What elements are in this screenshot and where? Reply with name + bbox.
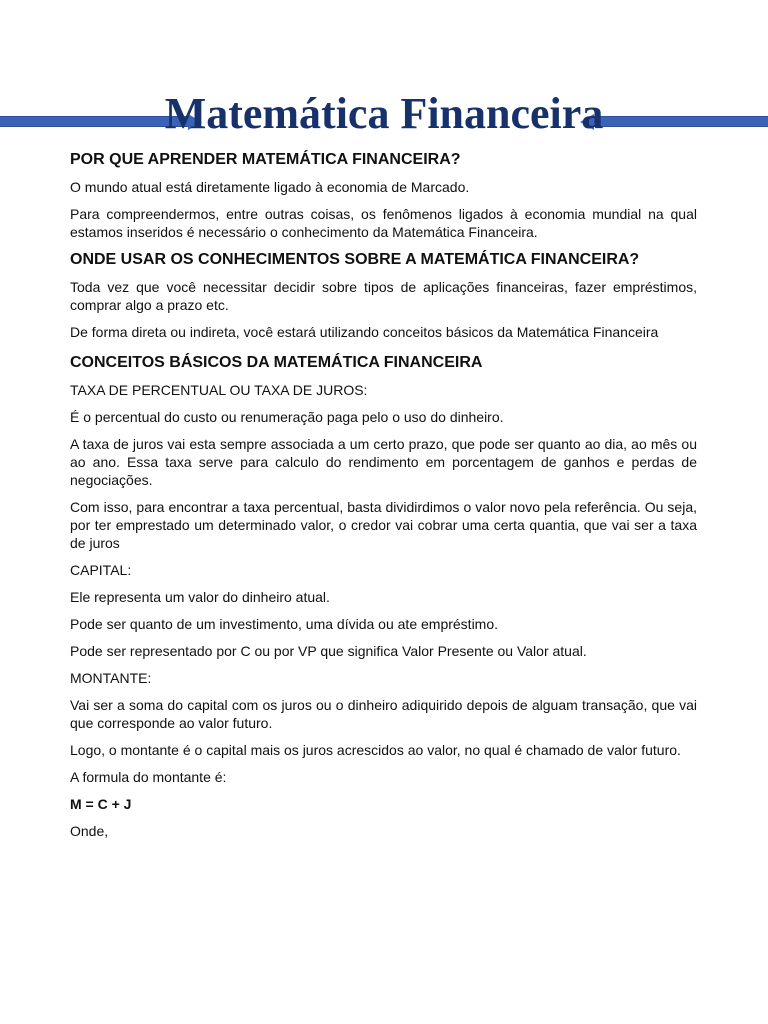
paragraph: É o percentual do custo ou renumeração paga pelo o uso do dinheiro. [70, 409, 504, 425]
subheading-interest-rate: TAXA DE PERCENTUAL OU TAXA DE JUROS: [70, 382, 368, 398]
section-heading-where-use: ONDE USAR OS CONHECIMENTOS SOBRE A MATEMÁTICA FINANCEIRA? [70, 251, 640, 268]
paragraph: Ele representa um valor do dinheiro atual. [70, 589, 330, 605]
paragraph: Pode ser representado por C ou por VP que significa Valor Presente ou Valor atual. [70, 643, 587, 659]
formula: M = C + J [70, 796, 132, 812]
paragraph: Vai ser a soma do capital com os juros ou o dinheiro adiquirido depois de alguam transação, que vai que corresponde ao valor futuro. [70, 697, 697, 731]
section-heading-basic-concepts: CONCEITOS BÁSICOS DA MATEMÁTICA FINANCEIRA [70, 354, 483, 371]
paragraph: Para compreendermos, entre outras coisas, os fenômenos ligados à economia mundial na qual estamos inseridos é necessário o conhecimento da Matemática Financeira. [70, 206, 697, 240]
paragraph: A taxa de juros vai esta sempre associada a um certo prazo, que pode ser quanto ao dia, ao mês ou ao ano. Essa taxa serve para calculo do rendimento em porcentagem de ganhos e perdas de negociações. [70, 436, 697, 488]
paragraph: A formula do montante é: [70, 769, 227, 785]
subheading-montante: MONTANTE: [70, 670, 152, 686]
paragraph: O mundo atual está diretamente ligado à economia de Marcado. [70, 179, 470, 195]
paragraph: Toda vez que você necessitar decidir sobre tipos de aplicações financeiras, fazer empréstimos, comprar algo a prazo etc. [70, 279, 697, 313]
paragraph: De forma direta ou indireta, você estará utilizando conceitos básicos da Matemática Financeira [70, 324, 659, 340]
document-body [70, 150, 697, 849]
paragraph: Onde, [70, 823, 109, 839]
document-title: Matemática Financeira [164, 89, 604, 138]
paragraph: Logo, o montante é o capital mais os juros acrescidos ao valor, no qual é chamado de valor futuro. [70, 742, 681, 758]
paragraph: Pode ser quanto de um investimento, uma dívida ou ate empréstimo. [70, 616, 499, 632]
subheading-capital: CAPITAL: [70, 562, 132, 578]
title-banner [0, 86, 768, 142]
section-heading-why-learn: POR QUE APRENDER MATEMÁTICA FINANCEIRA? [70, 151, 461, 168]
paragraph: Com isso, para encontrar a taxa percentual, basta dividirdimos o valor novo pela referência. Ou seja, por ter emprestado um determinado valor, o credor vai cobrar uma certa quantia, que vai ser a taxa de juros [70, 499, 697, 551]
